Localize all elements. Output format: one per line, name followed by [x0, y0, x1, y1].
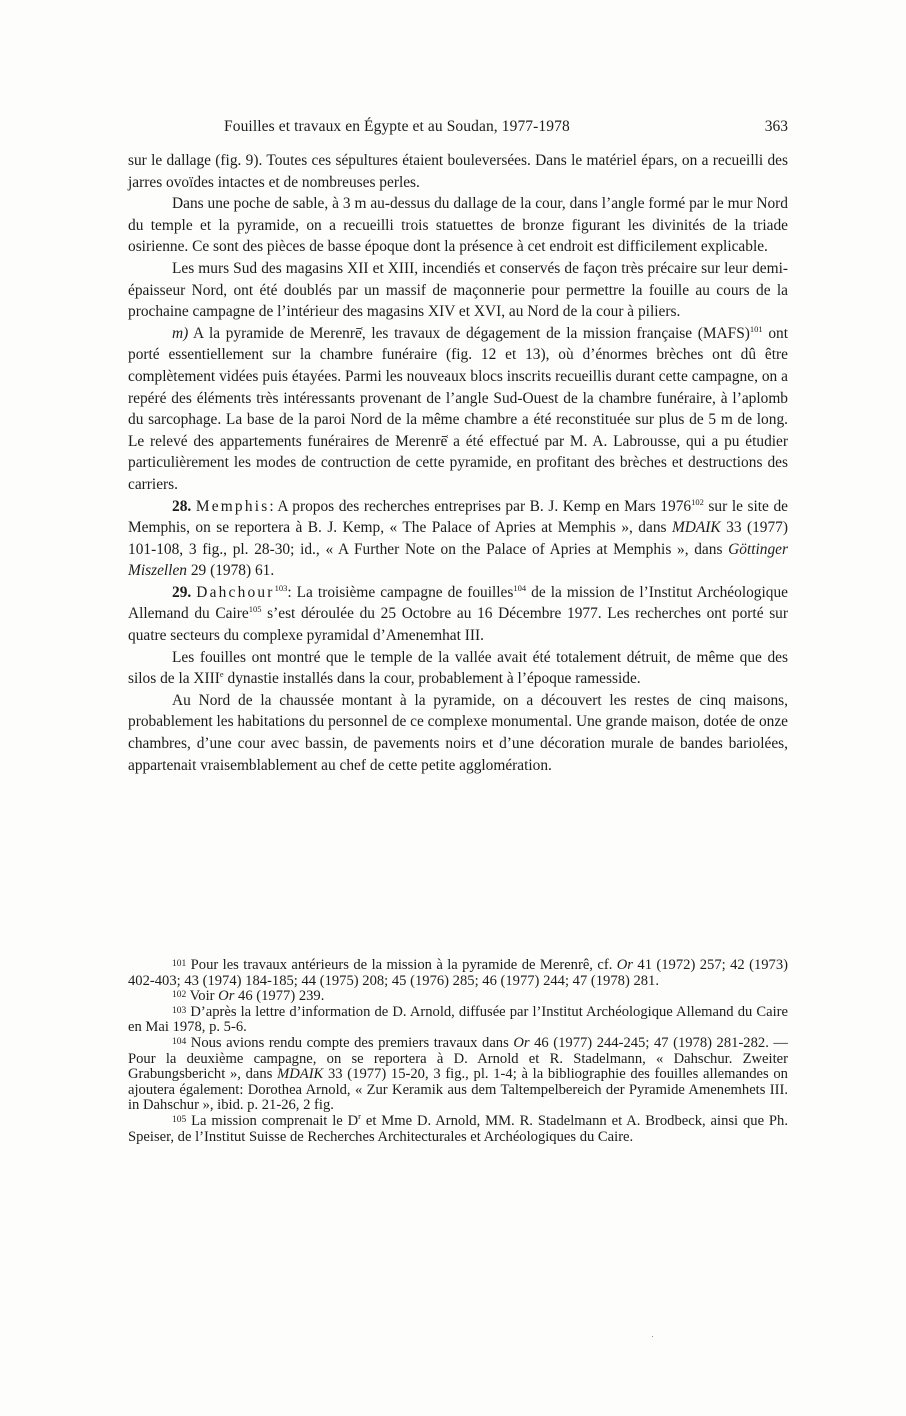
text-run: 33 (1977) 15-20, 3 fig., pl. 1-4; à la bibliographie des fouilles allemandes on ajoutera également: Dorothea Arnold, « Zur Keramik aus dem Taltempelbereich der Pyramide Amenemhets III. in Dahschur », ibid. p. 21-26, 2 fig. [128, 1066, 788, 1114]
superscript-e: e [219, 669, 224, 680]
journal-title: MDAIK [277, 1066, 324, 1083]
journal-abbrev: Or [616, 957, 633, 973]
footnote-number: 103 [172, 1005, 187, 1016]
paragraph-7 [128, 647, 788, 690]
paragraph-3: Les murs Sud des magasins XII et XIII, incendiés et conservés de façon très précaire sur leur demi-épaisseur Nord, ont été doublés par un massif de maçonnerie pour permettre la fouille au cours de la prochaine campagne de l’intérieur des magasins XIV et XVI, au Nord de la cour à piliers. [128, 259, 788, 321]
text-run: 41 (1972) 257; 42 (1973) 402-403; 43 (1974) 184-185; 44 (1975) 208; 45 (1976) 285; 46 (1977) 244; 47 (1978) 281. [128, 957, 788, 989]
footnote-ref-105: 105 [248, 604, 262, 615]
text-run: A la pyramide de Merenrē͑, les travaux de dégagement de la mission française (MAFS) [188, 324, 750, 342]
paragraph-m-merenre [128, 323, 788, 496]
text-run: Nous avions rendu compte des premiers travaux dans [186, 1034, 514, 1051]
text-run: Voir [186, 988, 219, 1005]
text-run: Les fouilles ont montré que le temple de la vallée avait été totalement détruit, de même que des silos de la XIII [128, 648, 788, 688]
footnote-ref-102: 102 [691, 496, 704, 507]
text-run: ont porté essentiellement sur la chambre funéraire (fig. 12 et 13), où d’énormes brèches ont dû être complètement vidées puis étayées. Parmi les nouveaux blocs inscrits recueillis durant cette campagne, on a repéré des éléments très intéressants provenant de l’angle Sud-Ouest de la chambre funéraire, à l’aplomb du sarcophage. La base de la paroi Nord de la même chambre a été reconstituée sur plus de 5 m de long. Le relevé des appartements funéraires de Merenrē͑ a été effectué par M. A. Labrousse, qui a pu étudier particulièrement les modes de contruction de cette pyramide, en profitant des brèches et destructions des carriers. [128, 324, 788, 493]
footnote-104 [128, 1036, 788, 1114]
footnote-101 [128, 958, 788, 989]
running-header [128, 116, 788, 138]
footnote-number: 102 [172, 990, 187, 1001]
footnote-ref-101: 101 [749, 323, 763, 334]
journal-title: MDAIK [671, 519, 721, 537]
running-title: Fouilles et travaux en Égypte et au Soudan, 1977-1978 [224, 118, 570, 135]
text-run: 46 (1977) 239. [234, 988, 325, 1005]
text-run: dynastie installés dans la cour, probablement à l’époque ramesside. [223, 670, 641, 688]
text-run: de la mission de l’Institut Archéologique Allemand du Caire [128, 583, 788, 623]
journal-title: Göttinger Miszellen [128, 540, 788, 580]
superscript-r: r [358, 1110, 361, 1121]
section-number: 28. [172, 497, 192, 515]
page-number: 363 [764, 118, 788, 135]
paragraph-2: Dans une poche de sable, à 3 m au-dessus du dallage de la cour, dans l’angle formé par le mur Nord du temple et la pyramide, on a recueilli trois statuettes de bronze figurant les divinités de la triade osirienne. Ce sont des pièces de basse époque dont la présence à cet endroit est difficilement explicable. [128, 195, 788, 256]
journal-abbrev: Or [513, 1034, 530, 1051]
footnote-number: 105 [172, 1114, 187, 1125]
text-run: La mission comprenait le D [186, 1112, 359, 1129]
text-run: sur le site de Memphis, on se reportera à B. J. Kemp, « The Palace of Apries at Memphis », dans [128, 497, 788, 537]
footnote-number: 104 [172, 1036, 187, 1047]
text-run: s’est déroulée du 25 Octobre au 16 Décembre 1977. Les recherches ont porté sur quatre secteurs du complexe pyramidal d’Amenemhat III. [128, 605, 788, 645]
text-run: 33 (1977) 101-108, 3 fig., pl. 28-30; id., « A Further Note on the Palace of Apries at Memphis », dans [128, 519, 788, 558]
paragraph-29-dahchour [128, 582, 788, 647]
footnote-105 [128, 1110, 788, 1145]
scan-speck [652, 1336, 653, 1337]
text-run: D’après la lettre d’information de D. Arnold, diffusée par l’Institut Archéologique Allemand du Caire en Mai 1978, p. 5-6. [128, 1003, 788, 1036]
journal-abbrev: Or [218, 988, 235, 1005]
footnote-number: 101 [172, 959, 187, 969]
site-name: Memphis [195, 497, 270, 515]
text-run: Pour les travaux antérieurs de la mission à la pyramide de Merenrê, cf. [186, 957, 617, 973]
text-run: : La troisième campagne de fouilles [287, 583, 514, 601]
section-number: 29. [172, 583, 192, 601]
footnote-ref-103: 103 [274, 582, 288, 593]
paragraph-28-memphis [128, 496, 788, 582]
footnote-ref-104: 104 [513, 582, 527, 593]
text-run: : A propos des recherches entreprises par B. J. Kemp en Mars 1976 [269, 497, 692, 515]
footnote-102 [128, 989, 788, 1005]
site-name: Dahchour [196, 583, 275, 601]
paragraph-8: Au Nord de la chaussée montant à la pyramide, on a découvert les restes de cinq maisons, probablement les habitations du personnel de ce complexe monumental. Une grande maison, dotée de onze chambres, d’une cour avec bassin, de pavements noirs et d’une décoration murale de bandes bariolées, appartenait vraisemblablement au chef de cette petite agglomération. [128, 691, 788, 774]
footnote-103 [128, 1005, 788, 1036]
paragraph-1: sur le dallage (fig. 9). Toutes ces sépultures étaient bouleversées. Dans le matériel épars, on a recueilli des jarres ovoïdes intactes et de nombreuses perles. [128, 152, 788, 191]
footnotes [128, 958, 788, 1145]
main-text [128, 150, 788, 776]
text-run: et Mme D. Arnold, MM. R. Stadelmann et A. Brodbeck, ainsi que Ph. Speiser, de l’Institut Suisse de Recherches Architecturales et Archéologiques du Caire. [128, 1112, 788, 1145]
text-run: 29 (1978) 61. [187, 562, 275, 580]
section-letter: m) [172, 324, 189, 342]
text-run: 46 (1977) 244-245; 47 (1978) 281-282. — Pour la deuxième campagne, on se reportera à D. Arnold et R. Stadelmann, « Dahschur. Zweiter Grabungsbericht », dans [128, 1034, 788, 1083]
